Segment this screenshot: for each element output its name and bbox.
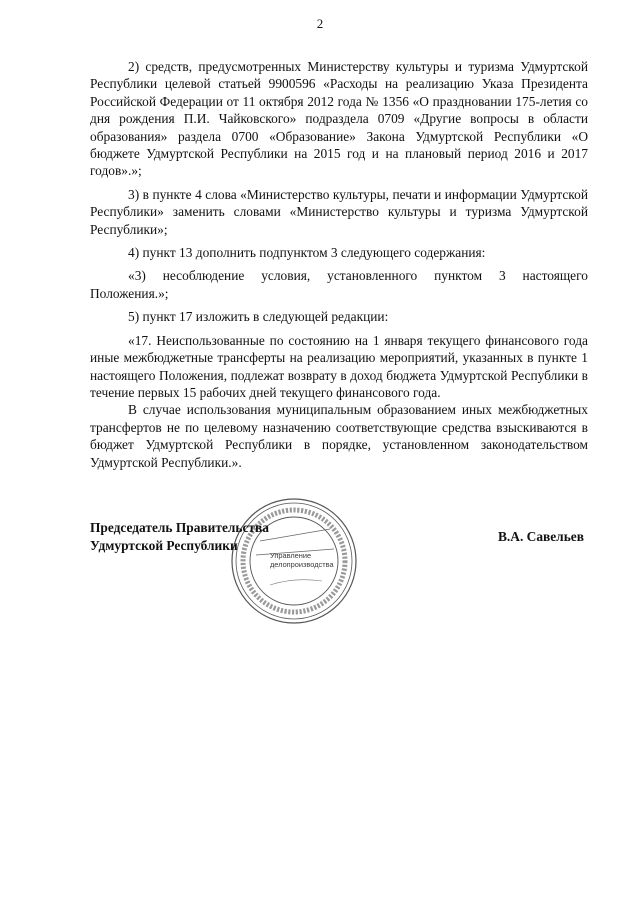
stamp-text-line1: Управление <box>270 551 312 560</box>
signatory-title-line2: Удмуртской Республики <box>90 538 238 553</box>
paragraph-quoted-3: «3) несоблюдение условия, установленного пунктом 3 настоящего Положения.»; <box>90 268 588 301</box>
signatory-title <box>90 519 269 555</box>
paragraph-item-3: 3) в пункте 4 слова «Министерство культуры, печати и информации Удмуртской Республики» заменить словами «Министерство культуры и туризма Удмуртской Республики»; <box>90 186 588 237</box>
signatory-title-line1: Председатель Правительства <box>90 520 269 535</box>
paragraph-item-2: 2) средств, предусмотренных Министерству культуры и туризма Удмуртской Республики целевой статьей 9900596 «Расходы на реализацию Указа Президента Российской Федерации от 11 октября 2012 года № 1356 «О праздновании 175-летия со дня рождения П.И. Чайковского» подраздела 0709 «Другие вопросы в области образования» раздела 0700 «Образование» Закона Удмуртской Республики «О бюджете Удмуртской Республики на 2015 год и на плановый период 2016 и 2017 годов».»; <box>90 59 588 179</box>
paragraph-quoted-17: «17. Неиспользованные по состоянию на 1 января текущего финансового года иные межбюджетные трансферты на реализацию мероприятий, указанных в пункте 1 настоящего Положения, подлежат возврату в доход бюджета Удмуртской Республики в течение первых 15 рабочих дней текущего финансового года. <box>90 332 588 400</box>
page-number: 2 <box>316 16 324 31</box>
paragraph-item-5: 5) пункт 17 изложить в следующей редакции: <box>128 309 389 325</box>
official-stamp <box>230 497 358 625</box>
signatory-name: В.А. Савельев <box>498 529 584 544</box>
document-body <box>90 58 588 471</box>
stamp-text <box>270 551 334 569</box>
stamp-text-line2: делопроизводства <box>270 560 334 569</box>
paragraph-item-4: 4) пункт 13 дополнить подпунктом 3 следующего содержания: <box>128 245 486 261</box>
paragraph-misuse: В случае использования муниципальным образованием иных межбюджетных трансфертов не по целевому назначению соответствующие средства взыскиваются в бюджет Удмуртской Республики в порядке, установленном законодательством Удмуртской Республики.». <box>90 402 588 470</box>
